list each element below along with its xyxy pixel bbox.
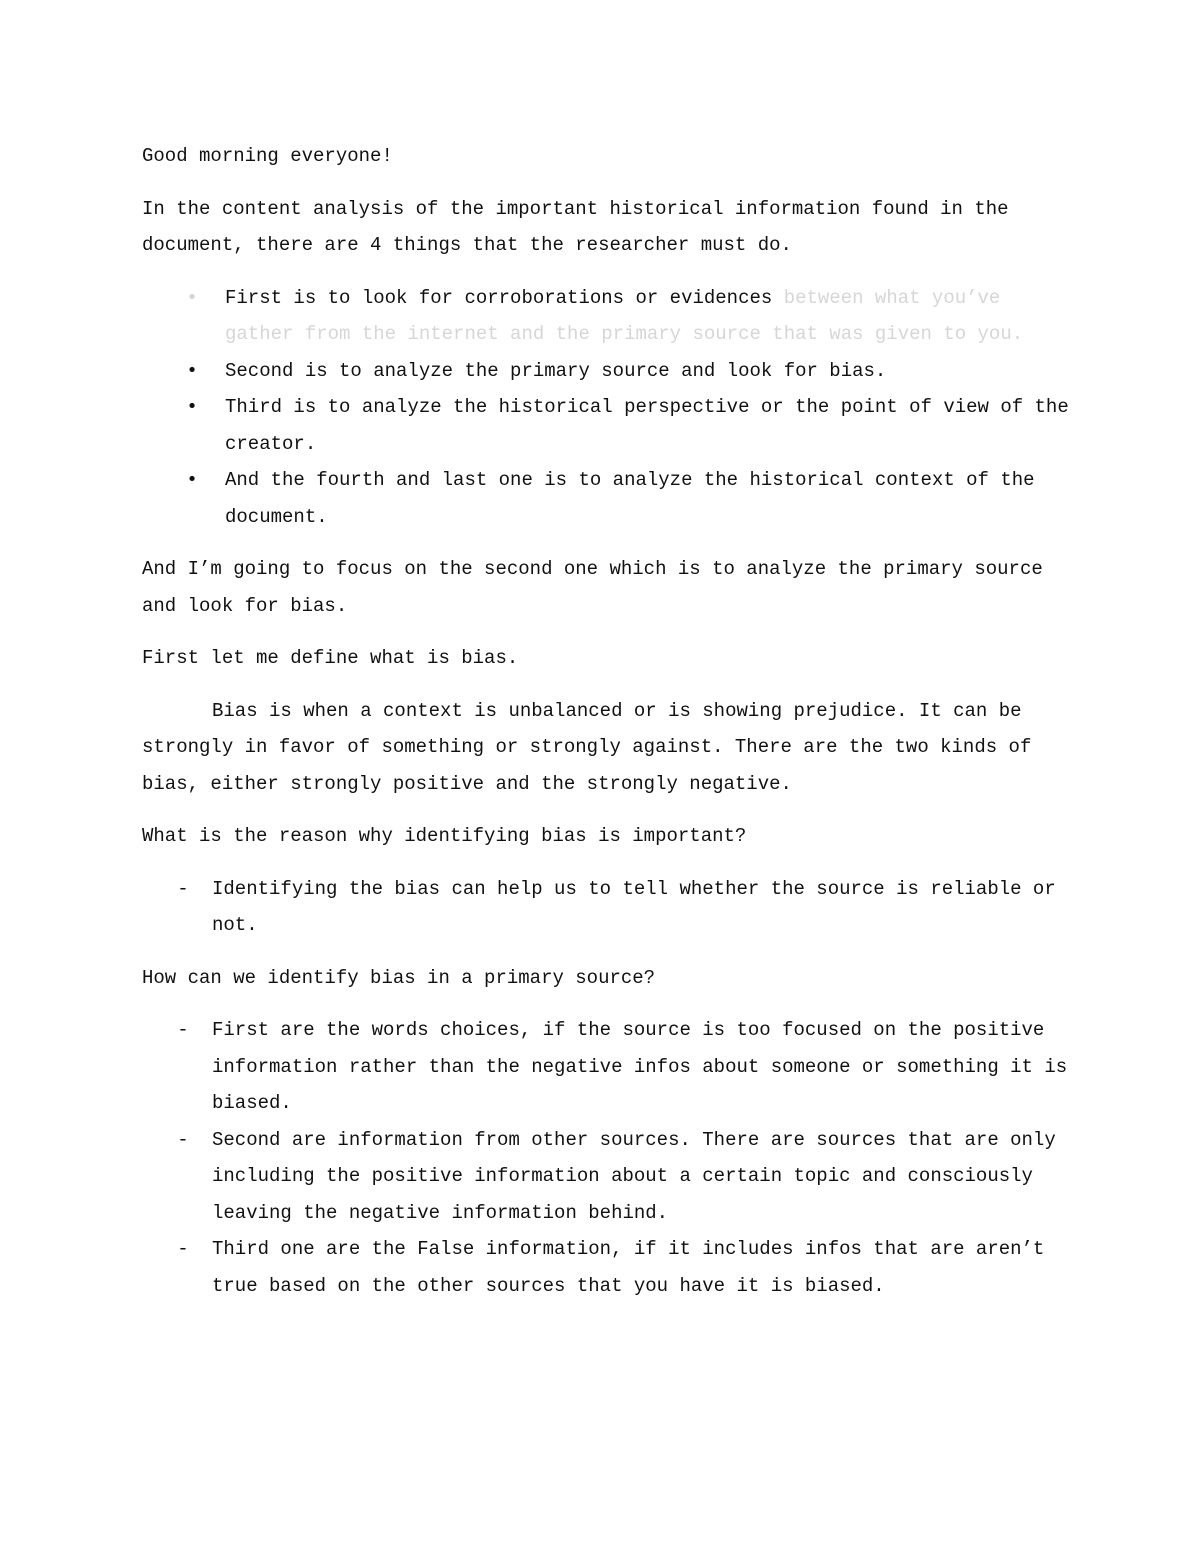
- list-item: [142, 1231, 1072, 1304]
- list-item: [142, 1122, 1072, 1232]
- list-item: [142, 353, 1072, 390]
- step-text: Second is to analyze the primary source and look for bias.: [225, 359, 887, 382]
- document-page: [142, 138, 1072, 1320]
- step-text-faded: between what you’ve gather from the internet and the primary source that was given to you.: [225, 286, 1024, 345]
- importance-question: What is the reason why identifying bias is important?: [142, 825, 747, 847]
- list-item: [142, 871, 1072, 944]
- list-item: [142, 280, 1072, 353]
- definition-paragraph: Bias is when a context is unbalanced or is showing prejudice. It can be strongly in favor of something or strongly against. There are the two kinds of bias, either strongly positive and the strongly negative.: [142, 699, 1032, 795]
- bullet-marker: •: [186, 469, 198, 490]
- identify-text: Second are information from other sources. There are sources that are only including the positive information about a certain topic and consciously leaving the negative information behind.: [212, 1128, 1056, 1224]
- identify-list: [142, 1012, 1072, 1304]
- list-item: [142, 1012, 1072, 1122]
- dash-marker: -: [177, 1238, 189, 1260]
- dash-marker: -: [177, 877, 189, 900]
- bullet-marker: •: [186, 359, 198, 381]
- step-text: And the fourth and last one is to analyze the historical context of the document.: [225, 469, 1035, 528]
- list-item: [142, 462, 1072, 535]
- step-text: Third is to analyze the historical perspective or the point of view of the creator.: [225, 396, 1069, 455]
- identify-question: How can we identify bias in a primary source?: [142, 966, 656, 989]
- importance-text: Identifying the bias can help us to tell whether the source is reliable or not.: [212, 877, 1056, 936]
- define-intro-line: First let me define what is bias.: [142, 647, 519, 669]
- identify-text: Third one are the False information, if it includes infos that are aren’t true based on the other sources that you have it is biased.: [212, 1238, 1045, 1297]
- steps-list: [142, 280, 1072, 536]
- identify-text: First are the words choices, if the source is too focused on the positive information rather than the negative infos about someone or something it is biased.: [212, 1019, 1068, 1114]
- intro-paragraph: In the content analysis of the important historical information found in the document, there are 4 things that the researcher must do.: [142, 197, 1009, 256]
- list-item: [142, 389, 1072, 462]
- importance-list: [142, 871, 1072, 944]
- bullet-marker: •: [186, 396, 198, 417]
- bullet-marker: •: [186, 286, 198, 308]
- focus-paragraph: And I’m going to focus on the second one which is to analyze the primary source and look for bias.: [142, 558, 1043, 617]
- dash-marker: -: [177, 1019, 189, 1041]
- greeting-line: Good morning everyone!: [142, 145, 393, 167]
- dash-marker: -: [177, 1128, 189, 1151]
- step-text: First is to look for corroborations or evidences: [225, 286, 773, 309]
